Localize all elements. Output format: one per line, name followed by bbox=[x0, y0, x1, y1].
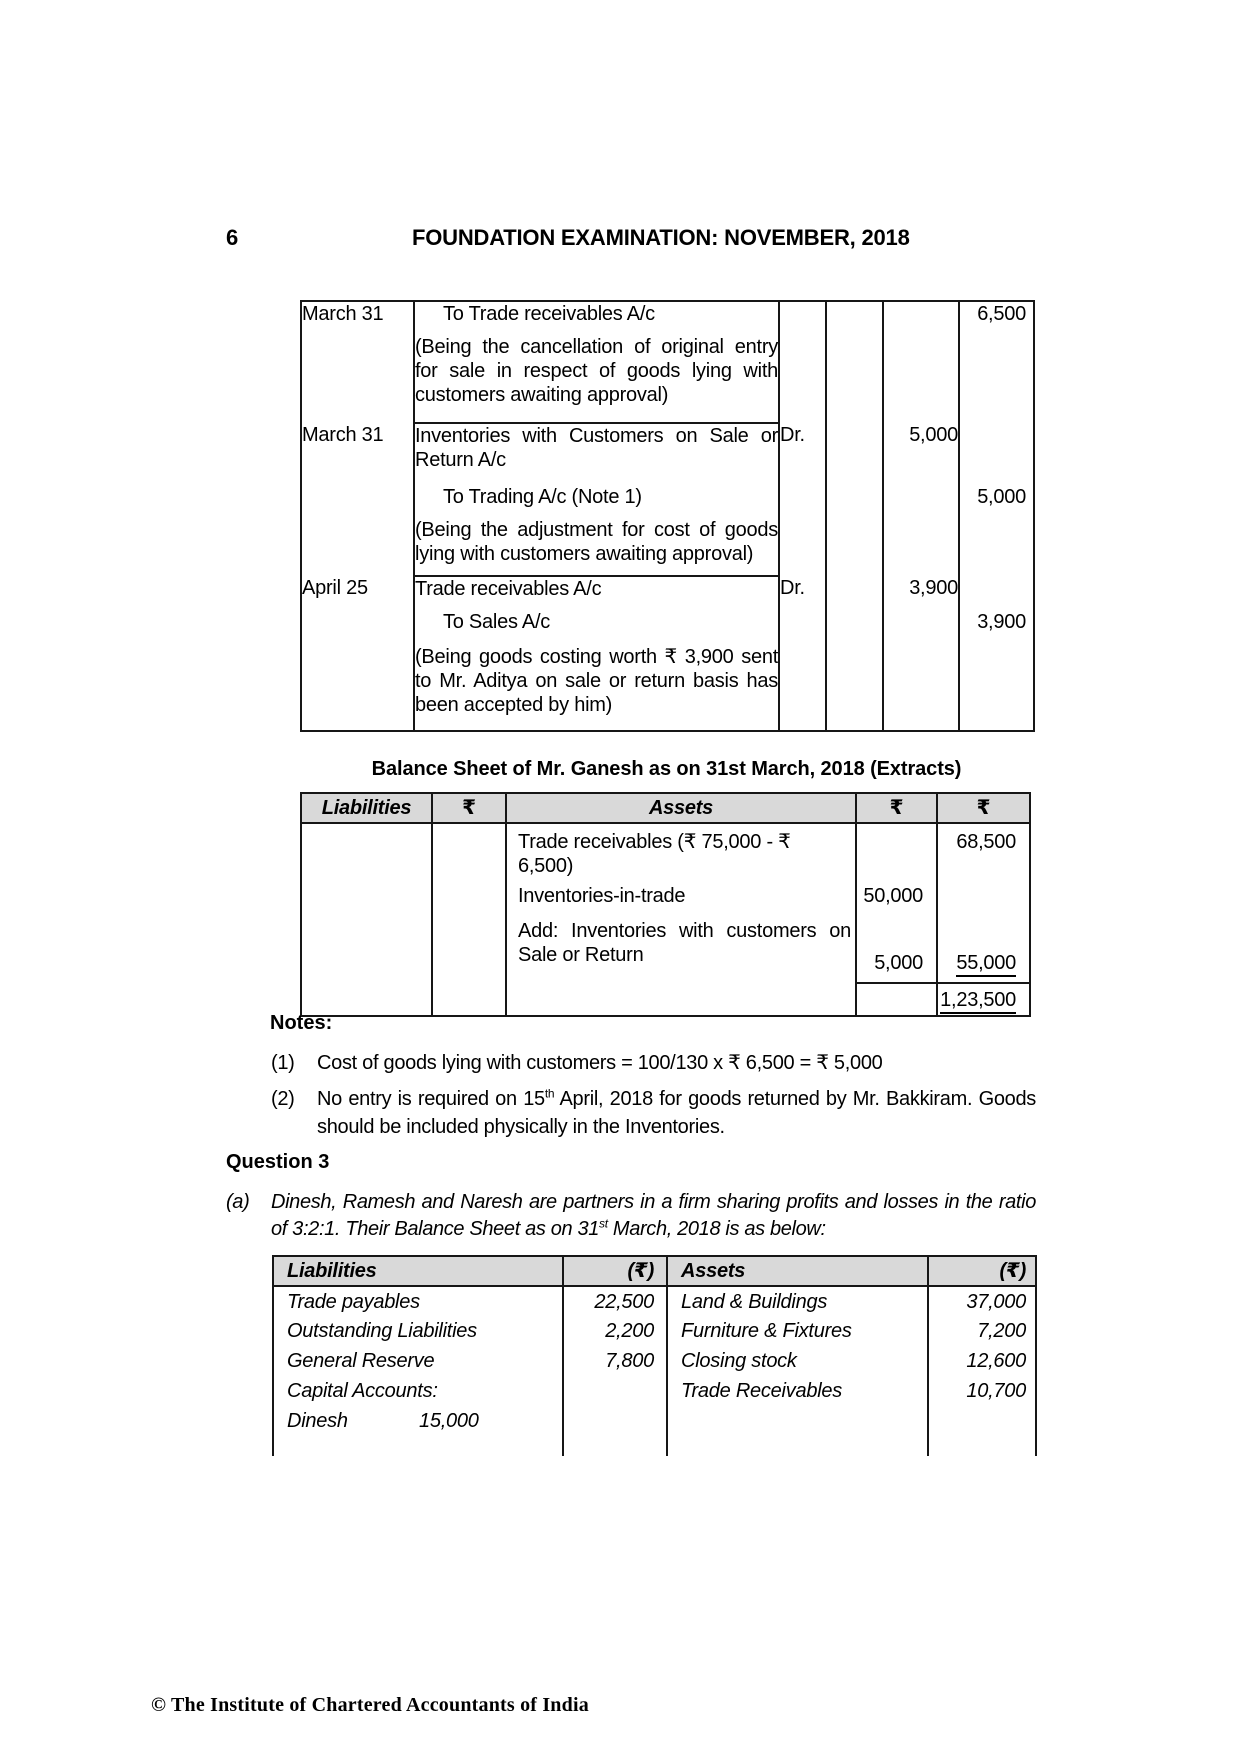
asset-amount: 50,000 bbox=[856, 878, 937, 913]
journal-row bbox=[301, 610, 1034, 645]
journal-particulars: Trade receivables A/c bbox=[414, 576, 779, 610]
header-rupee: ₹ bbox=[432, 793, 506, 823]
note-number: (2) bbox=[271, 1088, 295, 1110]
balance-sheet-header-row bbox=[301, 793, 1030, 823]
asset-item: Trade Receivables bbox=[667, 1376, 928, 1406]
liability-item: Outstanding Liabilities bbox=[273, 1316, 563, 1346]
journal-debit-amount: 5,000 bbox=[883, 423, 959, 485]
journal-credit-amount: 3,900 bbox=[959, 610, 1034, 645]
journal-credit-amount: 5,000 bbox=[959, 485, 1034, 518]
note-item-2 bbox=[271, 1085, 1036, 1141]
asset-item: Inventories-in-trade bbox=[506, 878, 856, 913]
asset-amount: 7,200 bbox=[928, 1316, 1036, 1346]
header-assets: Assets bbox=[667, 1256, 928, 1286]
journal-particulars: Inventories with Customers on Sale or Return A/c bbox=[414, 423, 779, 485]
liability-item: Capital Accounts: bbox=[273, 1376, 563, 1406]
asset-item: Land & Buildings bbox=[667, 1286, 928, 1316]
asset-amount: 68,500 bbox=[937, 823, 1030, 878]
copyright-footer: © The Institute of Chartered Accountants of India bbox=[151, 1694, 589, 1716]
journal-particulars: To Trade receivables A/c bbox=[414, 301, 779, 335]
note-item-1 bbox=[271, 1049, 1036, 1077]
asset-amount: 5,000 bbox=[856, 913, 937, 983]
journal-date: March 31 bbox=[301, 301, 414, 335]
journal-entries-table bbox=[300, 300, 1035, 732]
journal-row bbox=[301, 485, 1034, 518]
journal-narration: (Being goods costing worth ₹ 3,900 sent to Mr. Aditya on sale or return basis has been accepted by him) bbox=[414, 645, 779, 731]
page-header-title: FOUNDATION EXAMINATION: NOVEMBER, 2018 bbox=[412, 225, 910, 250]
question3-part-a bbox=[226, 1189, 1036, 1243]
balance-sheet-row bbox=[301, 823, 1030, 878]
ganesh-balance-sheet-table bbox=[300, 792, 1031, 1017]
note-text: No entry is required on 15th April, 2018 for goods returned by Mr. Bakkiram. Goods should be included physically in the Inventories. bbox=[317, 1086, 1036, 1138]
journal-particulars: To Sales A/c bbox=[414, 610, 779, 645]
superscript: st bbox=[599, 1216, 608, 1231]
header-liabilities: Liabilities bbox=[301, 793, 432, 823]
superscript: th bbox=[544, 1086, 555, 1101]
q3-row bbox=[273, 1316, 1036, 1346]
q3-row bbox=[273, 1346, 1036, 1376]
journal-narration: (Being the adjustment for cost of goods lying with customers awaiting approval) bbox=[414, 518, 779, 576]
asset-total: 1,23,500 bbox=[937, 983, 1030, 1016]
asset-item: Add: Inventories with customers on Sale or Return bbox=[506, 913, 856, 983]
header-assets: Assets bbox=[506, 793, 856, 823]
journal-particulars: To Trading A/c (Note 1) bbox=[414, 485, 779, 518]
liability-item bbox=[273, 1406, 563, 1456]
asset-amount: 10,700 bbox=[928, 1376, 1036, 1406]
journal-row bbox=[301, 576, 1034, 610]
balance-sheet-title: Balance Sheet of Mr. Ganesh as on 31st March, 2018 (Extracts) bbox=[371, 758, 962, 780]
header-rupee: (₹) bbox=[928, 1256, 1036, 1286]
journal-row bbox=[301, 301, 1034, 335]
question-text: Dinesh, Ramesh and Naresh are partners in a firm sharing profits and losses in the ratio of 3:2:1. Their Balance Sheet as on 31st March, 2018 is as below: bbox=[271, 1191, 1036, 1240]
header-liabilities: Liabilities bbox=[273, 1256, 563, 1286]
journal-row bbox=[301, 518, 1034, 576]
liabilities-cell-empty bbox=[301, 823, 432, 1016]
liability-amount: 7,800 bbox=[563, 1346, 667, 1376]
q3-header-row bbox=[273, 1256, 1036, 1286]
partner-capital: 15,000 bbox=[419, 1410, 479, 1432]
page-number: 6 bbox=[226, 225, 239, 250]
liability-item: General Reserve bbox=[273, 1346, 563, 1376]
liability-amount: 22,500 bbox=[563, 1286, 667, 1316]
part-label: (a) bbox=[226, 1191, 250, 1213]
liabilities-amount-empty bbox=[432, 823, 506, 1016]
liability-item: Trade payables bbox=[273, 1286, 563, 1316]
asset-item: Furniture & Fixtures bbox=[667, 1316, 928, 1346]
header-rupee: (₹) bbox=[563, 1256, 667, 1286]
q3-row-partial bbox=[273, 1406, 1036, 1456]
liability-amount: 2,200 bbox=[563, 1316, 667, 1346]
journal-row bbox=[301, 423, 1034, 485]
q3-row bbox=[273, 1376, 1036, 1406]
journal-narration: (Being the cancellation of original entry for sale in respect of goods lying with customers awaiting approval) bbox=[414, 335, 779, 423]
journal-date: April 25 bbox=[301, 576, 414, 610]
note-number: (1) bbox=[271, 1052, 295, 1074]
question3-balance-sheet-table bbox=[272, 1255, 1037, 1456]
asset-amount: 37,000 bbox=[928, 1286, 1036, 1316]
asset-subtotal: 55,000 bbox=[937, 913, 1030, 983]
header-rupee: ₹ bbox=[937, 793, 1030, 823]
journal-debit-amount: 3,900 bbox=[883, 576, 959, 610]
journal-date: March 31 bbox=[301, 423, 414, 485]
journal-row bbox=[301, 645, 1034, 731]
journal-credit-amount: 6,500 bbox=[959, 301, 1034, 335]
q3-row bbox=[273, 1286, 1036, 1316]
journal-row bbox=[301, 335, 1034, 423]
header-rupee: ₹ bbox=[856, 793, 937, 823]
journal-dr-marker: Dr. bbox=[779, 576, 826, 610]
journal-dr-marker: Dr. bbox=[779, 423, 826, 485]
asset-item: Trade receivables (₹ 75,000 - ₹ 6,500) bbox=[506, 823, 856, 878]
question3-heading: Question 3 bbox=[226, 1151, 330, 1173]
notes-heading: Notes: bbox=[270, 1012, 333, 1034]
asset-item: Closing stock bbox=[667, 1346, 928, 1376]
note-text: Cost of goods lying with customers = 100/130 x ₹ 6,500 = ₹ 5,000 bbox=[317, 1052, 883, 1074]
asset-amount: 12,600 bbox=[928, 1346, 1036, 1376]
partner-name: Dinesh bbox=[287, 1410, 348, 1432]
